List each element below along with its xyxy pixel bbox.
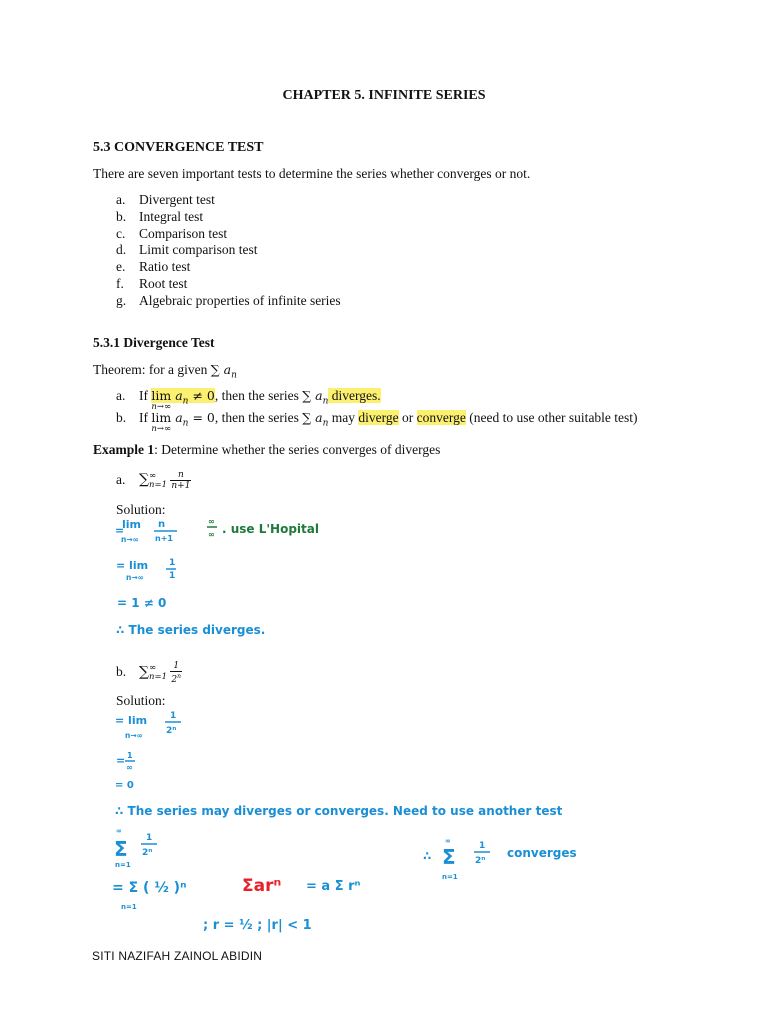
svg-text:n=1: n=1 bbox=[442, 873, 458, 881]
svg-text:n=1: n=1 bbox=[115, 861, 131, 869]
hw-a-num2: 1 bbox=[169, 558, 176, 568]
hw-b-ratio: ; r = ½ ; |r| < 1 bbox=[203, 918, 312, 933]
svg-text:∞: ∞ bbox=[208, 517, 215, 526]
chapter-title: CHAPTER 5. INFINITE SERIES bbox=[282, 88, 486, 103]
example-a-series: a. ∑ ∞ n=1 $\frac{n}{n+1}$ bbox=[116, 470, 191, 491]
hw-a-eq: = bbox=[115, 524, 125, 537]
hw-b-geo-blue: = a Σ rⁿ bbox=[306, 879, 361, 894]
geometric-series-red bbox=[242, 876, 281, 896]
svg-text:∞: ∞ bbox=[126, 763, 133, 772]
svg-text:2ⁿ: 2ⁿ bbox=[475, 856, 486, 866]
svg-text:Σ: Σ bbox=[442, 845, 456, 869]
svg-text:∞: ∞ bbox=[208, 530, 215, 539]
hw-a-den: n+1 bbox=[155, 534, 173, 543]
svg-text:2ⁿ: 2ⁿ bbox=[166, 726, 177, 736]
section-intro: There are seven important tests to determine the series whether converges or not. bbox=[93, 166, 531, 181]
lhopital-note bbox=[207, 517, 319, 539]
svg-text:1: 1 bbox=[146, 833, 153, 843]
hw-a-num: n bbox=[158, 519, 166, 530]
hw-a-lim2: = lim bbox=[116, 559, 149, 572]
svg-text:=: = bbox=[116, 754, 126, 767]
svg-text:1: 1 bbox=[479, 841, 486, 851]
hw-b-lim: = lim bbox=[115, 714, 148, 727]
hw-b-conclusion: ∴ The series may diverges or converges. Need to use another test bbox=[115, 804, 563, 818]
svg-text:n=1: n=1 bbox=[121, 903, 137, 911]
hw-a-lim-sub: n→∞ bbox=[121, 535, 139, 544]
hw-b-zero: = 0 bbox=[115, 780, 134, 791]
hw-a-lim2-sub: n→∞ bbox=[126, 573, 144, 582]
svg-text:∴: ∴ bbox=[423, 849, 432, 863]
solution-a-label: Solution: bbox=[116, 502, 166, 517]
svg-text:1: 1 bbox=[170, 711, 177, 721]
svg-text:2ⁿ: 2ⁿ bbox=[142, 848, 153, 858]
list-item: c. Comparison test bbox=[116, 225, 228, 241]
list-item: f. Root test bbox=[116, 275, 188, 291]
svg-text:Σarⁿ: Σarⁿ bbox=[242, 876, 282, 896]
hw-a-den2: 1 bbox=[169, 571, 176, 581]
hw-a-result: = 1 ≠ 0 bbox=[117, 596, 167, 610]
svg-text:∞: ∞ bbox=[116, 827, 122, 835]
section-heading: 5.3 CONVERGENCE TEST bbox=[93, 140, 264, 155]
condition-b: b. If lim n→∞ $a_n = 0$, then the series ∑ $a_n$ may diverge or converge (need to use other suitable test) bbox=[116, 410, 638, 434]
list-item: e. Ratio test bbox=[116, 259, 191, 275]
hw-b-rewrite: = Σ ( ½ )ⁿ bbox=[112, 880, 187, 896]
hw-b-sigma: Σ bbox=[114, 837, 128, 861]
solution-b-label: Solution: bbox=[116, 693, 166, 708]
list-item: g. Algebraic properties of infinite series bbox=[116, 292, 341, 308]
solution-b-handwriting bbox=[112, 711, 577, 933]
hw-a-lim: lim bbox=[122, 518, 142, 531]
hw-a-conclusion: ∴ The series diverges. bbox=[116, 623, 266, 637]
hw-b-final-word: converges bbox=[507, 846, 577, 860]
example-b-series: b. ∑ ∞ n=1 $\frac{1}{2^n}$ bbox=[116, 661, 181, 685]
example-heading: Example 1: Determine whether the series converges of diverges bbox=[93, 442, 441, 457]
svg-text:∞: ∞ bbox=[445, 837, 451, 845]
footer-author: SITI NAZIFAH ZAINOL ABIDIN bbox=[92, 949, 263, 963]
list-item: b. Integral test bbox=[116, 208, 204, 224]
list-item: d. Limit comparison test bbox=[116, 242, 258, 258]
condition-a: a. If lim n→∞ $a_n \ne 0$, then the series ∑ $a_n$ diverges. bbox=[116, 388, 381, 412]
list-item: a. Divergent test bbox=[116, 192, 215, 207]
lhopital-text: . use L'Hopital bbox=[222, 522, 319, 536]
svg-text:1: 1 bbox=[127, 751, 133, 760]
theorem-statement: Theorem: for a given ∑ $a_n$ bbox=[93, 362, 237, 381]
subsection-heading: 5.3.1 Divergence Test bbox=[93, 335, 215, 350]
hw-b-lim-sub: n→∞ bbox=[125, 731, 143, 740]
